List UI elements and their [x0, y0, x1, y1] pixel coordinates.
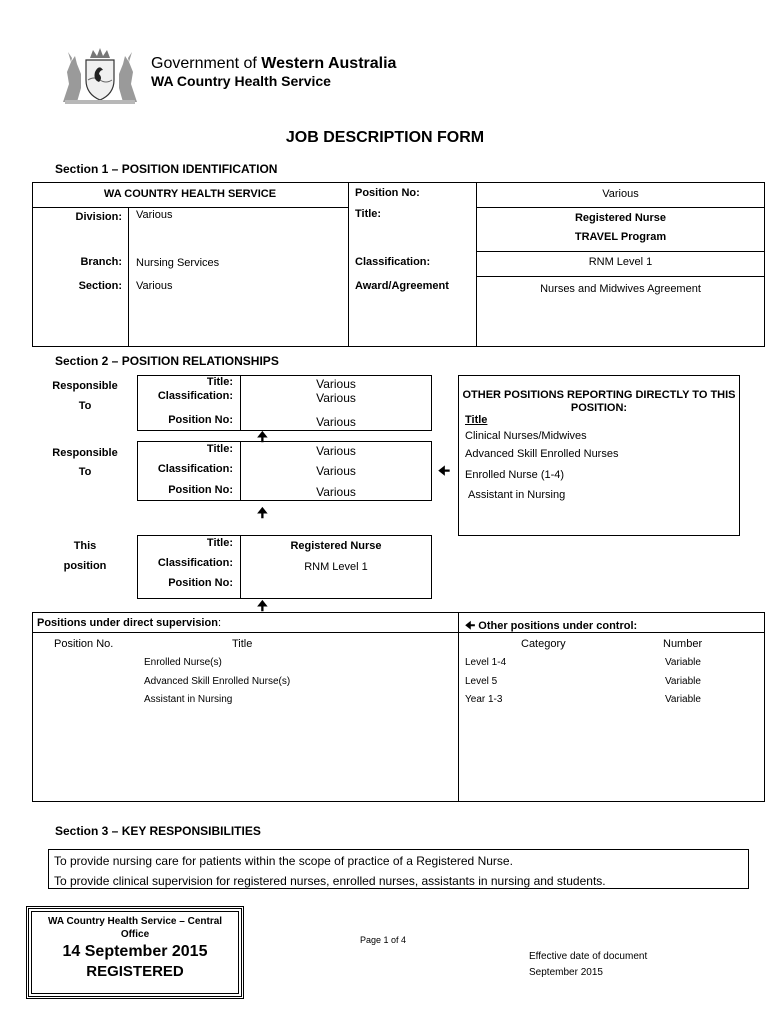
- arrow-left-icon: 🠈: [438, 463, 451, 478]
- arrow-up-icon: 🠉: [257, 429, 268, 444]
- arrow-up-icon-2: 🠉: [257, 505, 268, 520]
- other-item-3: Enrolled Nurse (1-4): [465, 469, 565, 481]
- box3-position-no-label: Position No:: [168, 577, 233, 589]
- other-control-heading: [465, 617, 637, 636]
- org-state: Western Australia: [261, 55, 397, 72]
- supervision-title-2: Advanced Skill Enrolled Nurse(s): [144, 676, 291, 687]
- effective-date-label: Effective date of document: [529, 951, 648, 962]
- box3-classification-value: RNM Level 1: [304, 561, 368, 573]
- this-label: This: [73, 540, 97, 552]
- supervision-title-3: Assistant in Nursing: [144, 694, 233, 705]
- col-position-no: Position No.: [54, 638, 114, 650]
- responsibility-line-1: To provide nursing care for patients within the scope of practice of a Registered Nurse.: [54, 854, 513, 868]
- page-number: Page 1 of 4: [360, 935, 407, 945]
- box2-title-label: Title:: [206, 443, 233, 455]
- col-title: Title: [232, 638, 253, 650]
- box1-position-no-label: Position No:: [168, 414, 233, 426]
- org-prefix: Government of: [151, 55, 262, 72]
- other-item-4: Assistant in Nursing: [468, 489, 566, 501]
- position-no-label: Position No:: [355, 187, 420, 199]
- other-positions-heading: OTHER POSITIONS REPORTING DIRECTLY TO THIS POSITION:: [462, 389, 736, 414]
- org-name-cell: WA COUNTRY HEALTH SERVICE: [103, 188, 277, 200]
- award-label: Award/Agreement: [355, 280, 449, 292]
- section-label: Section:: [78, 280, 122, 292]
- box2-position-no-label: Position No:: [168, 484, 233, 496]
- arrow-left-icon-2: 🠈: [465, 620, 479, 632]
- col-category: Category: [521, 638, 566, 650]
- control-category-1: Level 1-4: [465, 657, 507, 668]
- box3-classification-label: Classification:: [157, 557, 233, 569]
- title-label: Title:: [355, 208, 382, 220]
- direct-supervision-colon: :: [217, 617, 221, 629]
- supervision-table: [32, 612, 765, 802]
- effective-date-value: September 2015: [529, 967, 603, 978]
- section2-heading: Section 2 – POSITION RELATIONSHIPS: [55, 354, 279, 368]
- box3-title-value: Registered Nurse: [290, 540, 382, 552]
- award-value: Nurses and Midwives Agreement: [540, 283, 701, 295]
- other-control-label: Other positions under control:: [478, 620, 638, 632]
- division-value: Various: [136, 209, 173, 221]
- control-category-2: Level 5: [465, 676, 498, 687]
- box2-position-no-value: Various: [316, 485, 356, 499]
- division-label: Division:: [75, 211, 122, 223]
- box1-title-label: Title:: [206, 376, 233, 388]
- form-title: JOB DESCRIPTION FORM: [285, 129, 485, 146]
- box2-classification-value: Various: [316, 464, 356, 478]
- control-number-2: Variable: [665, 676, 701, 687]
- box1-classification-label: Classification:: [157, 390, 233, 402]
- box1-classification-value: Various: [316, 391, 356, 405]
- stamp-line-1: WA Country Health Service – Central: [47, 916, 223, 927]
- responsible-label-2: Responsible: [52, 447, 118, 459]
- classification-value: RNM Level 1: [588, 256, 653, 268]
- to-label-1: To: [78, 400, 92, 412]
- responsible-label-1: Responsible: [52, 380, 118, 392]
- section1-heading: Section 1 – POSITION IDENTIFICATION: [55, 162, 278, 176]
- branch-label: Branch:: [80, 256, 122, 268]
- stamp-status: REGISTERED: [86, 963, 184, 980]
- title-value-line2: TRAVEL Program: [574, 231, 667, 243]
- stamp-date: 14 September 2015: [62, 943, 208, 960]
- other-item-1: Clinical Nurses/Midwives: [465, 430, 587, 442]
- control-category-3: Year 1-3: [465, 694, 503, 705]
- stamp-line-2: Office: [120, 929, 150, 940]
- box3-title-label: Title:: [206, 537, 233, 549]
- org-name-line2: WA Country Health Service: [151, 73, 331, 89]
- box1-title-value: Various: [316, 377, 356, 391]
- position-label: position: [63, 560, 107, 572]
- title-value-line1: Registered Nurse: [574, 212, 667, 224]
- responsibility-line-2: To provide clinical supervision for registered nurses, enrolled nurses, assistants in nursing and students.: [54, 874, 606, 888]
- classification-label: Classification:: [355, 256, 431, 268]
- control-number-3: Variable: [665, 694, 701, 705]
- box2-classification-label: Classification:: [157, 463, 233, 475]
- control-number-1: Variable: [665, 657, 701, 668]
- box2-title-value: Various: [316, 444, 356, 458]
- supervision-title-1: Enrolled Nurse(s): [144, 657, 222, 668]
- org-name-line1: [151, 55, 396, 73]
- branch-value: Nursing Services: [136, 257, 220, 269]
- wa-crest-logo: [57, 44, 143, 106]
- section-value: Various: [136, 280, 173, 292]
- other-item-2: Advanced Skill Enrolled Nurses: [465, 448, 619, 460]
- box1-position-no-value: Various: [316, 415, 356, 429]
- arrow-up-icon-3: 🠉: [257, 598, 268, 613]
- direct-supervision-label: Positions under direct supervision: [37, 617, 218, 629]
- section3-heading: Section 3 – KEY RESPONSIBILITIES: [55, 824, 261, 838]
- position-no-value: Various: [602, 188, 639, 200]
- col-number: Number: [663, 638, 703, 650]
- to-label-2: To: [78, 466, 92, 478]
- direct-supervision-heading: [37, 617, 221, 629]
- other-title-label: Title: [465, 414, 488, 426]
